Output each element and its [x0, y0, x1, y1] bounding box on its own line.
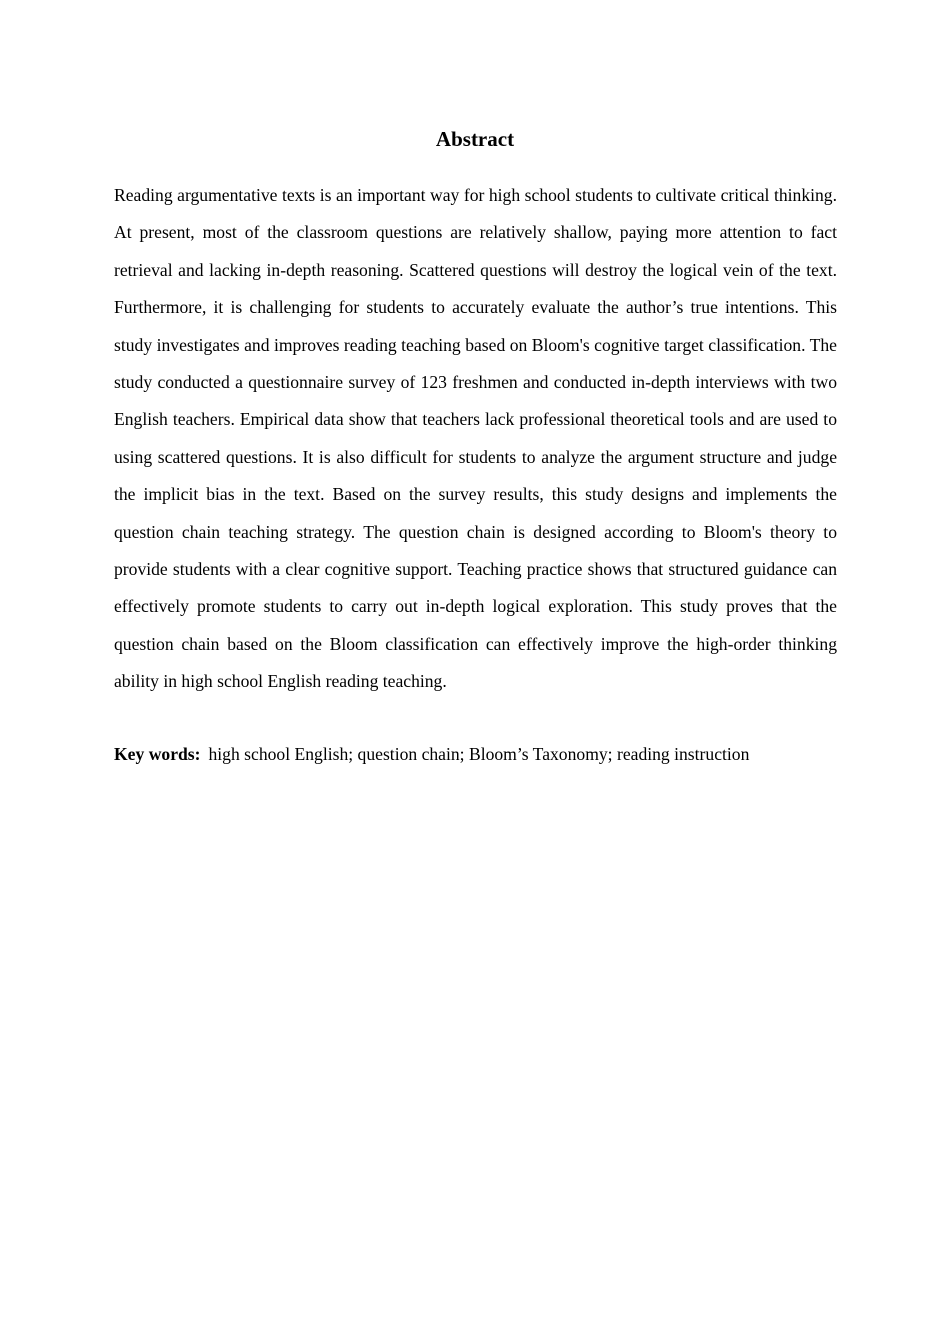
keywords-label: Key words: — [114, 744, 201, 764]
abstract-title: Abstract — [435, 127, 515, 151]
abstract-body: Reading argumentative texts is an important way for high school students to cultivate critical thinking. At present, most of the classroom questions are relatively shallow, paying more attention to fact retrieval and lacking in-depth reasoning. Scattered questions will destroy the logical vein of the text. Furthermore, it is challenging for students to accurately evaluate the author’s true intentions. This study investigates and improves reading teaching based on Bloom's cognitive target classification. The study conducted a questionnaire survey of 123 freshmen and conducted in-depth interviews with two English teachers. Empirical data show that teachers lack professional theoretical tools and are used to using scattered questions. It is also difficult for students to analyze the argument structure and judge the implicit bias in the text. Based on the survey results, this study designs and implements the question chain teaching strategy. The question chain is designed according to Bloom's theory to provide students with a clear cognitive support. Teaching practice shows that structured guidance can effectively promote students to carry out in-depth logical exploration. This study proves that the question chain based on the Bloom classification can effectively improve the high-order thinking ability in high school English reading teaching. — [114, 185, 837, 692]
keywords-line — [114, 739, 837, 769]
keywords-text: high school English; question chain; Bloom’s Taxonomy; reading instruction — [208, 744, 750, 764]
